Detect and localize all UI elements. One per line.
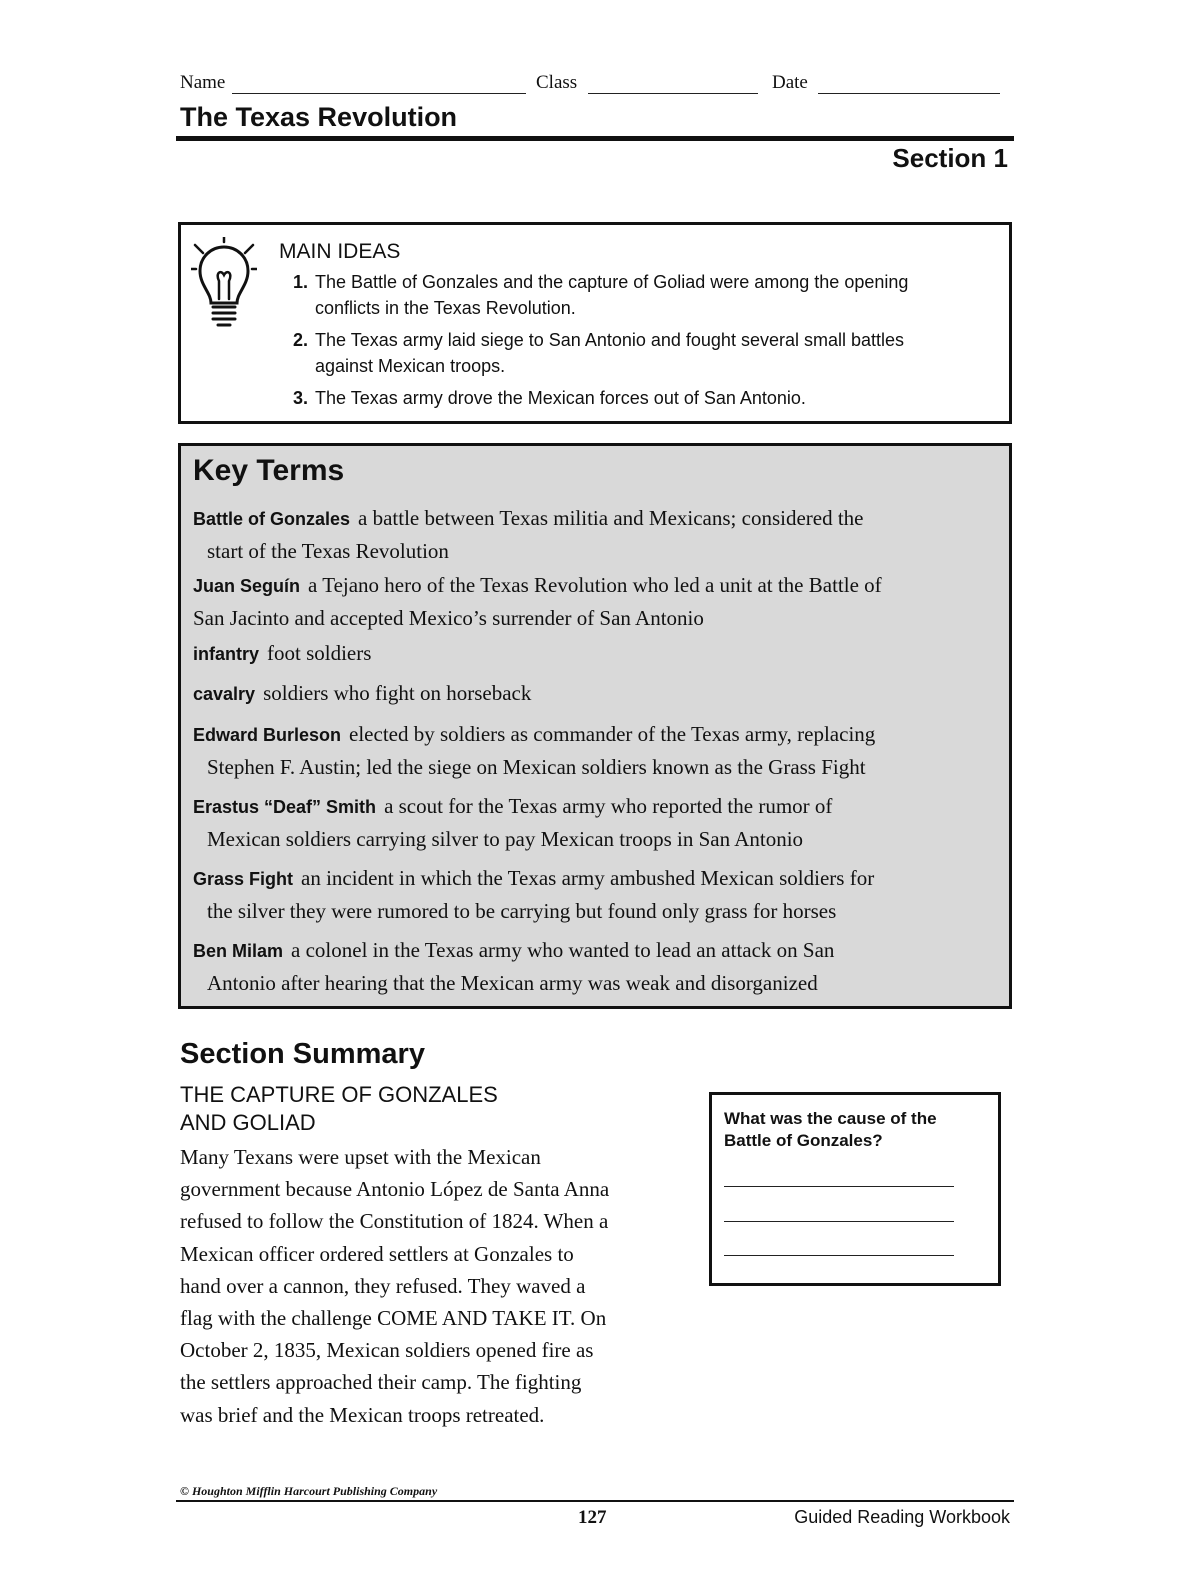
- main-ideas-box: [178, 222, 1012, 424]
- key-term: cavalry soldiers who fight on horseback: [193, 681, 532, 705]
- footer-divider: [176, 1500, 1014, 1502]
- copyright-notice: © Houghton Mifflin Harcourt Publishing Company: [180, 1484, 438, 1498]
- chapter-title: The Texas Revolution: [180, 102, 458, 132]
- section-label: Section 1: [892, 143, 1008, 173]
- summary-body: Many Texans were upset with the Mexican government because Antonio López de Santa Anna refused to follow the Constitution of 1824. When a Mexican officer ordered settlers at Gonzales to hand over a cannon, they refused. They waved a flag with the challenge COME AND TAKE IT. On October 2, 1835, Mexican soldiers opened fire as the settlers approached their camp. The fighting was brief and the Mexican troops retreated.: [180, 1145, 610, 1427]
- date-field[interactable]: [818, 93, 1000, 94]
- answer-line[interactable]: [724, 1255, 954, 1256]
- main-idea-item: 2. The Texas army laid siege to San Antonio and fought several small battles against Mexican troops.: [293, 330, 905, 376]
- key-term: Juan Seguín a Tejano hero of the Texas Revolution who led a unit at the Battle of San Jacinto and accepted Mexico’s surrender of San Antonio: [193, 573, 882, 630]
- date-label: Date: [772, 72, 808, 93]
- key-term: Edward Burleson elected by soldiers as commander of the Texas army, replacing Stephen F. Austin; led the siege on Mexican soldiers known as the Grass Fight: [193, 722, 876, 779]
- key-term: Ben Milam a colonel in the Texas army who wanted to lead an attack on San Antonio after hearing that the Mexican army was weak and disorganized: [193, 938, 835, 995]
- summary-subheading: THE CAPTURE OF GONZALES AND GOLIAD: [180, 1082, 498, 1135]
- main-idea-item: 3. The Texas army drove the Mexican forces out of San Antonio.: [293, 388, 806, 408]
- question-box: [709, 1092, 1001, 1286]
- student-info-fields: [180, 72, 1010, 98]
- class-field[interactable]: [588, 93, 758, 94]
- main-idea-item: 1. The Battle of Gonzales and the capture of Goliad were among the opening conflicts in the Texas Revolution.: [293, 272, 909, 318]
- key-terms-heading: Key Terms: [193, 454, 345, 487]
- question-text: What was the cause of the Battle of Gonzales?: [724, 1109, 937, 1150]
- section-summary-heading: Section Summary: [180, 1038, 425, 1070]
- title-divider: [176, 136, 1014, 141]
- name-field[interactable]: [232, 93, 526, 94]
- answer-line[interactable]: [724, 1221, 954, 1222]
- name-label: Name: [180, 72, 226, 93]
- key-term: Erastus “Deaf” Smith a scout for the Texas army who reported the rumor of Mexican soldiers carrying silver to pay Mexican troops in San Antonio: [193, 794, 833, 851]
- page-number: 127: [578, 1507, 607, 1528]
- answer-line[interactable]: [724, 1186, 954, 1187]
- lightbulb-icon: [191, 237, 257, 333]
- key-terms-box: [178, 443, 1012, 1009]
- main-ideas-heading: MAIN IDEAS: [279, 240, 401, 263]
- key-term: infantry foot soldiers: [193, 641, 372, 665]
- key-term: Grass Fight an incident in which the Texas army ambushed Mexican soldiers for the silver they were rumored to be carrying but found only grass for horses: [193, 866, 875, 923]
- workbook-title: Guided Reading Workbook: [794, 1507, 1010, 1527]
- class-label: Class: [536, 72, 578, 93]
- key-term: Battle of Gonzales a battle between Texas militia and Mexicans; considered the start of the Texas Revolution: [193, 506, 864, 563]
